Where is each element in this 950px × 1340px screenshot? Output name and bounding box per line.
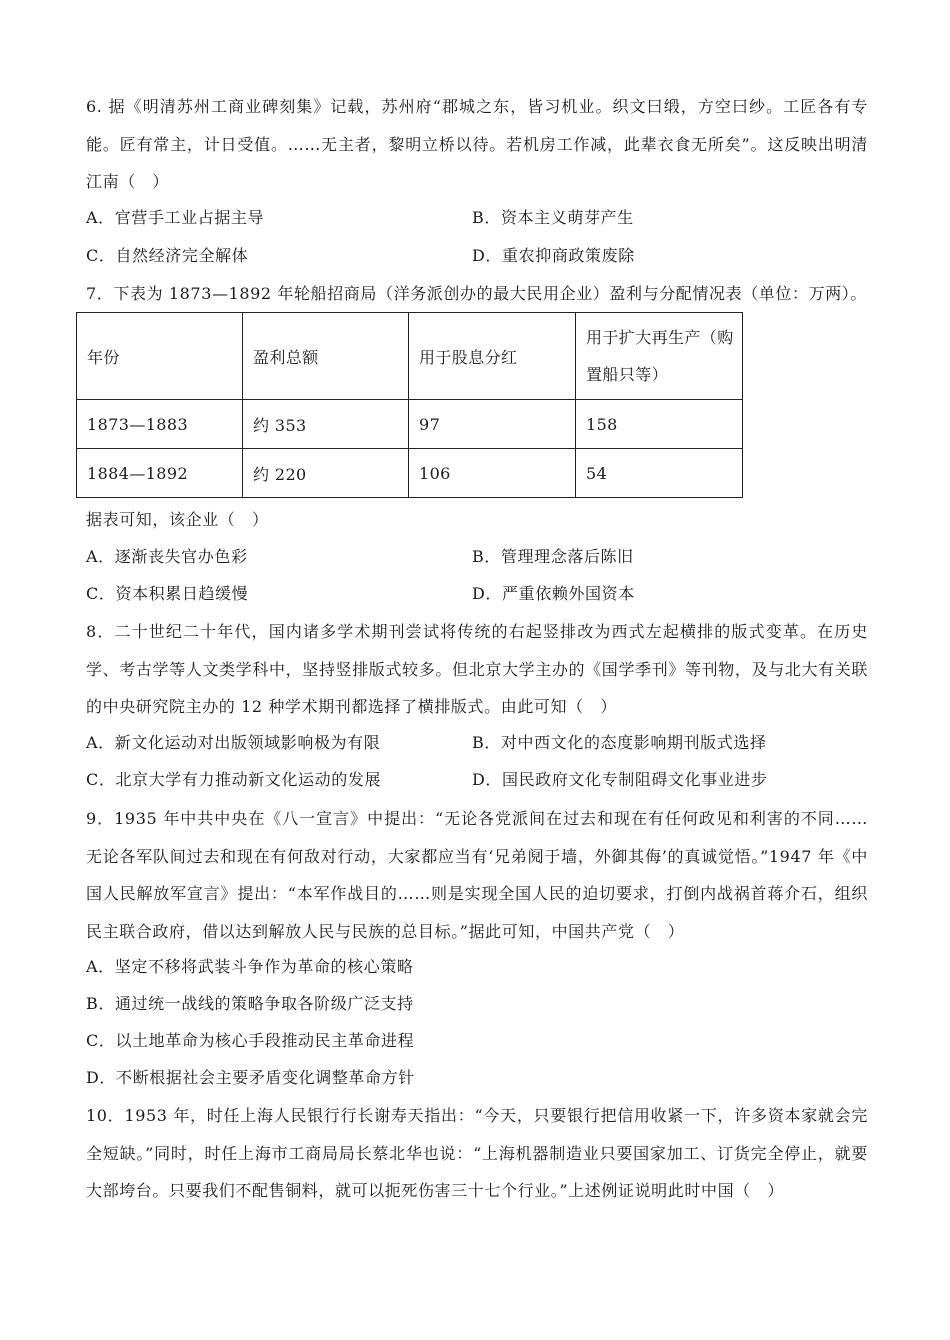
table-header-cell: 用于扩大再生产（购置船只等） — [576, 313, 743, 400]
profit-distribution-table — [76, 312, 743, 498]
table-cell: 1884—1892 — [77, 449, 243, 498]
question-6-option-b[interactable]: B．资本主义萌芽产生 — [472, 208, 634, 227]
question-7-option-a[interactable]: A．逐渐丧失官办色彩 — [86, 547, 248, 566]
question-9-option-a[interactable]: A．坚定不移将武装斗争作为革命的核心策略 — [86, 957, 414, 976]
question-7-option-b[interactable]: B．管理理念落后陈旧 — [472, 547, 634, 566]
question-7-option-d[interactable]: D．严重依赖外国资本 — [472, 584, 635, 603]
table-header-cell: 用于股息分红 — [409, 313, 576, 400]
table-row — [77, 449, 743, 498]
question-8-option-a[interactable]: A．新文化运动对出版领域影响极为有限 — [86, 733, 381, 752]
question-9-option-c[interactable]: C．以土地革命为核心手段推动民主革命进程 — [86, 1031, 415, 1050]
question-8-option-d[interactable]: D．国民政府文化专制阻碍文化事业进步 — [472, 770, 768, 789]
table-cell: 约 353 — [243, 400, 409, 449]
table-cell: 106 — [409, 449, 576, 498]
table-header-cell: 盈利总额 — [243, 313, 409, 400]
table-cell: 97 — [409, 400, 576, 449]
question-7-option-c[interactable]: C．资本积累日趋缓慢 — [86, 584, 249, 603]
table-row — [77, 400, 743, 449]
question-6-option-d[interactable]: D．重农抑商政策废除 — [472, 246, 635, 265]
question-8-stem: 8．二十世纪二十年代，国内诸多学术期刊尝试将传统的右起竖排改为西式左起横排的版式变革。在历史学、考古学等人文类学科中，坚持竖排版式较多。但北京大学主办的《国学季刊》等刊物，及与北大有关联的中央研究院主办的 12 种学术期刊都选择了横排版式。由此可知（ ） — [86, 622, 868, 716]
table-cell: 158 — [576, 400, 743, 449]
question-9-option-b[interactable]: B．通过统一战线的策略争取各阶级广泛支持 — [86, 994, 414, 1013]
table-cell: 54 — [576, 449, 743, 498]
question-9-option-d[interactable]: D．不断根据社会主要矛盾变化调整革命方针 — [86, 1068, 415, 1087]
question-6-option-c[interactable]: C．自然经济完全解体 — [86, 246, 249, 265]
table-header-cell: 年份 — [77, 313, 243, 400]
question-6-option-a[interactable]: A．官营手工业占据主导 — [86, 208, 265, 227]
question-7-stem: 7．下表为 1873—1892 年轮船招商局（洋务派创办的最大民用企业）盈利与分配情况表（单位：万两）。 — [86, 284, 867, 303]
question-7-stem-after: 据表可知，该企业（ ） — [86, 510, 269, 529]
question-10-stem: 10．1953 年，时任上海人民银行行长谢寿天指出：“今天，只要银行把信用收紧一下，许多资本家就会完全短缺。”同时，时任上海市工商局局长蔡北华也说：“上海机器制造业只要国家加工、订货完全停止，就要大部垮台。只要我们不配售铜料，就可以扼死伤害三十七个行业。”上述例证说明此时中国（ ） — [86, 1106, 868, 1200]
table-header-row — [77, 313, 743, 400]
question-8-option-b[interactable]: B．对中西文化的态度影响期刊版式选择 — [472, 733, 767, 752]
question-6-stem: 6. 据《明清苏州工商业碑刻集》记载，苏州府“郡城之东，皆习机业。织文曰缎，方空曰纱。工匠各有专能。匠有常主，计日受值。……无主者，黎明立桥以待。若机房工作减，此辈衣食无所矣”。这反映出明清江南（ ） — [86, 97, 868, 191]
table-cell: 1873—1883 — [77, 400, 243, 449]
table-cell: 约 220 — [243, 449, 409, 498]
question-8-option-c[interactable]: C．北京大学有力推动新文化运动的发展 — [86, 770, 382, 789]
question-9-stem: 9．1935 年中共中央在《八一宣言》中提出：“无论各党派间在过去和现在有任何政见和利害的不同……无论各军队间过去和现在有何敌对行动，大家都应当有‘兄弟阋于墙，外御其侮’的真诚觉悟。”1947 年《中国人民解放军宣言》提出：“本军作战目的……则是实现全国人民的迫切要求，打倒内战祸首蒋介石，组织民主联合政府，借以达到解放人民与民族的总目标。”据此可知，中国共产党（ ） — [86, 809, 868, 941]
